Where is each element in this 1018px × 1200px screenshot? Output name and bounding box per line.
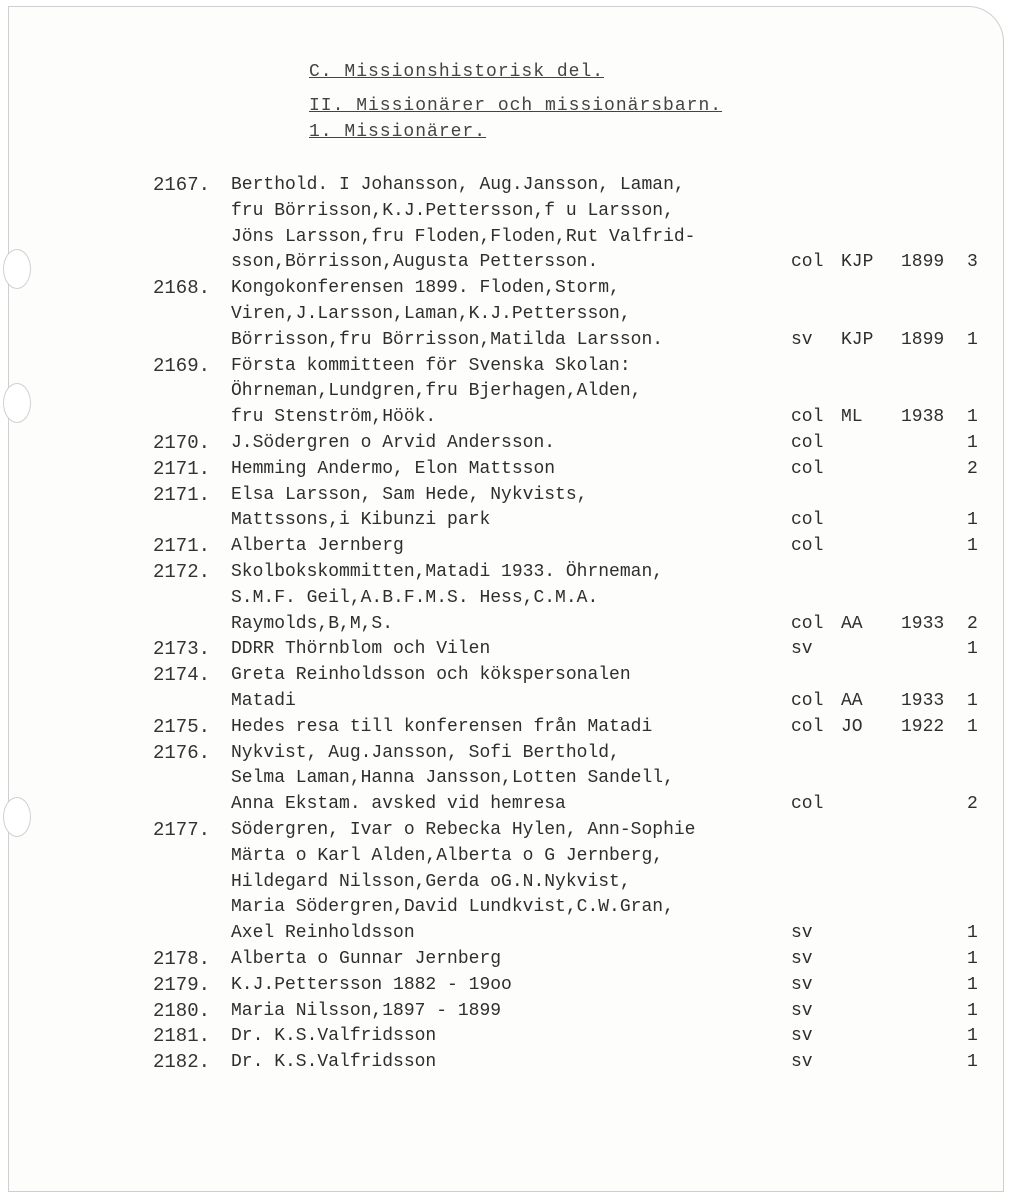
entry-number: 2174. (153, 664, 211, 687)
entry-number: 2170. (153, 432, 211, 454)
entry-meta (791, 405, 991, 431)
entry-description (231, 999, 791, 1025)
entry-row (9, 663, 1005, 715)
entry-category: col (791, 433, 824, 453)
entry-row (9, 715, 1005, 741)
entry-description-line: Märta o Karl Alden,Alberta o G Jernberg, (231, 845, 664, 866)
entry-description (231, 1024, 791, 1050)
entry-meta (791, 250, 991, 276)
entry-count: 1 (967, 407, 978, 428)
entry-row (9, 1050, 1005, 1076)
entry-count: 3 (967, 252, 978, 273)
entry-description-line: Hedes resa till konferensen från Matadi (231, 716, 653, 737)
entry-row (9, 973, 1005, 999)
entry-category: col (791, 252, 824, 273)
entry-count: 1 (967, 510, 978, 531)
entry-description-line: fru Stenström,Höök. (231, 407, 437, 428)
entry-description-line: Elsa Larsson, Sam Hede, Nykvists, (231, 484, 588, 505)
entry-meta (791, 534, 991, 560)
entry-number: 2169. (153, 354, 211, 377)
entry-description (231, 818, 791, 947)
entry-count: 1 (967, 536, 978, 557)
entry-row (9, 1024, 1005, 1050)
entry-meta (791, 508, 991, 534)
entry-count: 1 (967, 1026, 978, 1047)
entry-meta (791, 792, 991, 818)
entry-description-line: J.Södergren o Arvid Andersson. (231, 433, 556, 453)
entry-description-line: K.J.Pettersson 1882 - 19oo (231, 974, 512, 995)
entry-description-line: Matadi (231, 690, 296, 711)
entry-number: 2177. (153, 819, 211, 841)
entry-description-line: Axel Reinholdsson (231, 923, 415, 944)
entry-number: 2182. (153, 1051, 211, 1074)
entry-count: 1 (967, 639, 978, 660)
entry-number: 2180. (153, 999, 211, 1022)
entry-description-line: Öhrneman,Lundgren,fru Bjerhagen,Alden, (231, 381, 642, 402)
entry-source: AA (841, 613, 863, 634)
entry-description (231, 663, 791, 715)
entry-meta (791, 999, 991, 1025)
entry-meta (791, 328, 991, 354)
entry-description (231, 1050, 791, 1076)
entry-row (9, 173, 1005, 276)
entry-category: col (791, 716, 824, 737)
entry-description (231, 560, 791, 637)
section-title: C. Missionshistorisk del. (309, 62, 605, 82)
entry-description-line: S.M.F. Geil,A.B.F.M.S. Hess,C.M.A. (231, 587, 599, 608)
entry-description-line: Maria Södergren,David Lundkvist,C.W.Gran, (231, 897, 674, 918)
entry-description (231, 457, 791, 483)
entry-row (9, 354, 1005, 431)
entry-meta (791, 612, 991, 638)
entry-description (231, 534, 791, 560)
entry-count: 1 (967, 923, 978, 944)
entry-number: 2176. (153, 741, 211, 764)
entry-meta (791, 431, 991, 457)
entry-number: 2181. (153, 1025, 211, 1048)
entry-category: col (791, 613, 824, 634)
entry-number: 2167. (153, 174, 211, 196)
entry-count: 1 (967, 974, 978, 995)
entry-year: 1933 (901, 613, 945, 634)
entry-category: sv (791, 1026, 813, 1047)
entry-category: sv (791, 1052, 813, 1073)
entry-meta (791, 637, 991, 663)
entry-description-line: sson,Börrisson,Augusta Pettersson. (231, 252, 599, 273)
entry-description (231, 483, 791, 535)
entry-source: KJP (841, 329, 874, 350)
entry-year: 1899 (901, 329, 945, 350)
entry-meta (791, 457, 991, 483)
entry-row (9, 741, 1005, 818)
entry-description (231, 741, 791, 818)
entry-description (231, 276, 791, 353)
entry-number: 2173. (153, 638, 211, 661)
entry-count: 2 (967, 613, 978, 634)
entry-count: 1 (967, 1052, 978, 1073)
entry-description-line: fru Börrisson,K.J.Pettersson,f u Larsson, (231, 200, 674, 221)
entry-description-line: Nykvist, Aug.Jansson, Sofi Berthold, (231, 742, 620, 763)
entry-description (231, 947, 791, 973)
entry-category: sv (791, 329, 813, 350)
entry-category: col (791, 690, 824, 711)
entry-description-line: Jöns Larsson,fru Floden,Floden,Rut Valfrid- (231, 226, 696, 247)
entry-description-line: Anna Ekstam. avsked vid hemresa (231, 794, 566, 815)
entry-row (9, 818, 1005, 947)
entry-description (231, 637, 791, 663)
entry-category: col (791, 794, 824, 815)
entry-description-line: Hildegard Nilsson,Gerda oG.N.Nykvist, (231, 871, 631, 892)
entry-year: 1933 (901, 690, 945, 711)
entry-row (9, 431, 1005, 457)
section-headings (309, 59, 722, 145)
entry-description (231, 431, 791, 457)
entry-description-line: Hemming Andermo, Elon Mattsson (231, 458, 556, 479)
entry-description-line: Greta Reinholdsson och kökspersonalen (231, 665, 631, 686)
entry-meta (791, 921, 991, 947)
entry-count: 2 (967, 794, 978, 815)
entry-source: ML (841, 407, 863, 428)
subsection-title: II. Missionärer och missionärsbarn. (309, 96, 723, 116)
entry-number: 2179. (153, 973, 211, 996)
entry-description-line: Kongokonferensen 1899. Floden,Storm, (231, 278, 620, 299)
entry-category: col (791, 536, 824, 557)
entry-row (9, 534, 1005, 560)
entry-description-line: Maria Nilsson,1897 - 1899 (231, 1000, 502, 1021)
entry-number: 2178. (153, 948, 211, 970)
entry-number: 2171. (153, 457, 211, 480)
entry-description-line: Berthold. I Johansson, Aug.Jansson, Laman, (231, 175, 685, 195)
entry-row (9, 637, 1005, 663)
entry-description-line: Första kommitteen för Svenska Skolan: (231, 355, 631, 376)
entry-number: 2168. (153, 277, 211, 300)
entry-number: 2175. (153, 715, 211, 738)
entry-count: 1 (967, 433, 978, 453)
entry-year: 1899 (901, 252, 945, 273)
entry-count: 1 (967, 949, 978, 969)
entry-year: 1922 (901, 716, 945, 737)
entry-description (231, 354, 791, 431)
entry-description-line: Alberta Jernberg (231, 536, 404, 557)
entry-count: 1 (967, 1000, 978, 1021)
entry-year: 1938 (901, 407, 945, 428)
entry-meta (791, 1050, 991, 1076)
entry-category: col (791, 510, 824, 531)
entry-row (9, 483, 1005, 535)
entry-count: 2 (967, 458, 978, 479)
entry-description-line: Raymolds,B,M,S. (231, 613, 394, 634)
entry-source: KJP (841, 252, 874, 273)
entry-description (231, 715, 791, 741)
entry-meta (791, 689, 991, 715)
entry-number: 2171. (153, 535, 211, 558)
entry-number: 2172. (153, 561, 211, 583)
entry-source: JO (841, 716, 863, 737)
entry-description-line: Alberta o Gunnar Jernberg (231, 949, 502, 969)
entry-number: 2171. (153, 483, 211, 506)
entry-description-line: Södergren, Ivar o Rebecka Hylen, Ann-Sophie (231, 820, 696, 840)
entry-description (231, 173, 791, 276)
entry-row (9, 276, 1005, 353)
entry-row (9, 999, 1005, 1025)
entry-count: 1 (967, 690, 978, 711)
entry-description-line: Börrisson,fru Börrisson,Matilda Larsson. (231, 329, 664, 350)
entry-description-line: Skolbokskommitten,Matadi 1933. Öhrneman, (231, 562, 664, 582)
entry-description-line: Dr. K.S.Valfridsson (231, 1026, 437, 1047)
entry-row (9, 947, 1005, 973)
entry-description-line: DDRR Thörnblom och Vilen (231, 639, 491, 660)
entry-description-line: Dr. K.S.Valfridsson (231, 1052, 437, 1073)
entry-description (231, 973, 791, 999)
entry-count: 1 (967, 329, 978, 350)
entry-description-line: Viren,J.Larsson,Laman,K.J.Pettersson, (231, 303, 631, 324)
entry-category: sv (791, 923, 813, 944)
subsubsection-title: 1. Missionärer. (309, 122, 487, 142)
entry-category: sv (791, 639, 813, 660)
entry-category: sv (791, 974, 813, 995)
entry-meta (791, 1024, 991, 1050)
entry-category: sv (791, 1000, 813, 1021)
entry-category: sv (791, 949, 813, 969)
entry-meta (791, 947, 991, 973)
entry-meta (791, 973, 991, 999)
entry-category: col (791, 458, 824, 479)
entry-row (9, 560, 1005, 637)
entry-meta (791, 715, 991, 741)
document-page (8, 6, 1004, 1192)
entry-source: AA (841, 690, 863, 711)
entry-category: col (791, 407, 824, 428)
entry-row (9, 457, 1005, 483)
entry-count: 1 (967, 716, 978, 737)
entry-description-line: Selma Laman,Hanna Jansson,Lotten Sandell, (231, 768, 674, 789)
entry-description-line: Mattssons,i Kibunzi park (231, 510, 491, 531)
